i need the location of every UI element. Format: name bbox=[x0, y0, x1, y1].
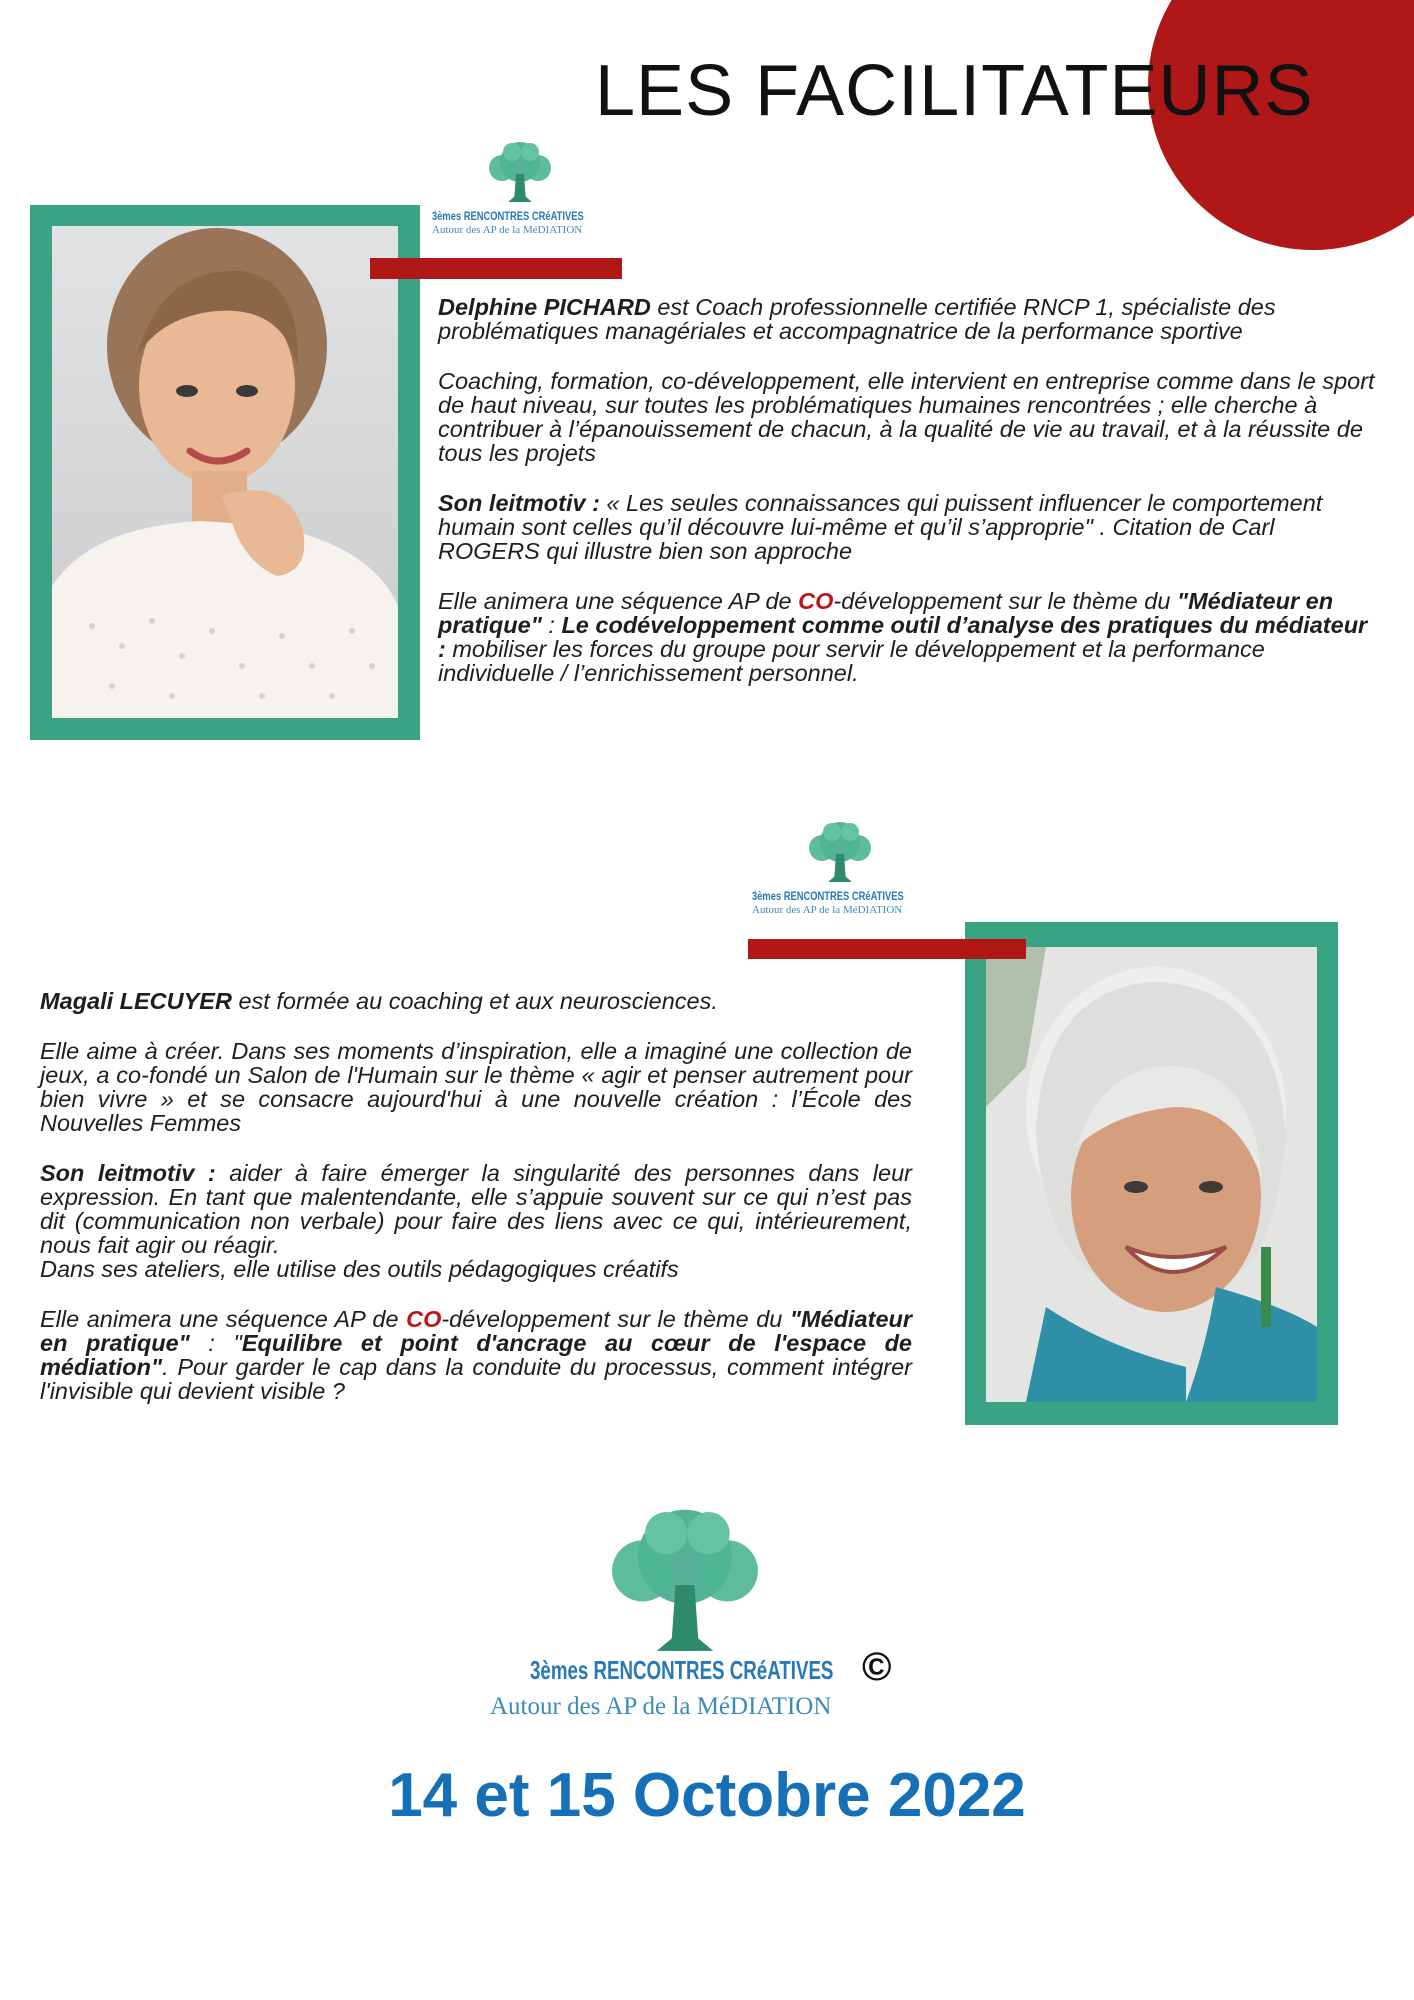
co-highlight: CO bbox=[798, 588, 834, 614]
event-date: 14 et 15 Octobre 2022 bbox=[388, 1761, 1026, 1830]
leitmotiv-label: Son leitmotiv : bbox=[40, 1160, 216, 1186]
bio-delphine bbox=[438, 295, 1378, 711]
photo-magali bbox=[986, 947, 1317, 1402]
bio-text: est formée au coaching et aux neurosciences. bbox=[231, 988, 718, 1014]
red-accent-bar-2 bbox=[748, 939, 1026, 959]
tree-icon bbox=[802, 820, 878, 888]
bio-paragraph: Elle aime à créer. Dans ses moments d’inspiration, elle a imaginé une collection de jeux, a co-fondé un Salon de l'Humain sur le thème « agir et penser autrement pour bien vivre » et se consacre aujourd'hui à une nouvelle création : l’École des Nouvelles Femmes bbox=[40, 1038, 912, 1136]
logo-subtitle: Autour des AP de la MéDIATION bbox=[432, 224, 583, 236]
tree-icon bbox=[595, 1505, 775, 1665]
copyright-symbol: © bbox=[862, 1645, 892, 1689]
leitmotiv-text: « Les seules connaissances qui puissent influencer le comportement humain sont celles qu’il découvre lui-même et qu’il s’approprie" . Citation de Carl ROGERS qui illustre bien son approche bbox=[438, 490, 1323, 564]
photo-delphine bbox=[52, 226, 398, 718]
logo-subtitle: Autour des AP de la MéDIATION bbox=[490, 1693, 832, 1720]
theme-label: "Médiateur en pratique" bbox=[40, 1306, 913, 1356]
bio-magali bbox=[40, 989, 912, 1429]
bio-text: est Coach professionnelle certifiée RNCP 1, spécialiste des problématiques managériales et accompagnatrice de la performance sportive bbox=[438, 294, 1276, 344]
sequence-colon: : " bbox=[189, 1330, 242, 1356]
logo-name: 3èmes RENCONTRES CRéATIVES bbox=[432, 209, 584, 223]
facilitator-name: Delphine PICHARD bbox=[438, 294, 651, 320]
logo-subtitle: Autour des AP de la MéDIATION bbox=[752, 904, 903, 916]
sequence-end: . Pour garder le cap dans la conduite du processus, comment intégrer l'invisible qui devient visible ? bbox=[40, 1354, 912, 1404]
logo-bottom bbox=[480, 1505, 920, 1725]
tree-icon bbox=[482, 140, 558, 208]
theme-label: "Médiateur en pratique" bbox=[438, 588, 1334, 638]
sequence-intro: Elle animera une séquence AP de bbox=[438, 588, 799, 614]
logo-name: 3èmes RENCONTRES CRéATIVES bbox=[752, 889, 904, 903]
leitmotiv-label: Son leitmotiv : bbox=[438, 490, 600, 516]
theme-title: Equilibre et point d'ancrage au cœur de l'espace de médiation" bbox=[40, 1330, 912, 1380]
sequence-colon: : bbox=[541, 612, 562, 638]
red-accent-bar-1 bbox=[370, 258, 622, 279]
theme-title: Le codéveloppement comme outil d’analyse des pratiques du médiateur : bbox=[438, 612, 1368, 662]
logo-name: 3èmes RENCONTRES CRéATIVES bbox=[530, 1655, 834, 1685]
sequence-mid: -développement sur le thème du bbox=[441, 1306, 790, 1332]
bio-paragraph: Coaching, formation, co-développement, elle intervient en entreprise comme dans le sport de haut niveau, sur toutes les problématiques humaines rencontrées ; elle cherche à contribuer à l’épanouissement de chacun, à la qualité de vie au travail, et à la réussite de tous les projets bbox=[438, 368, 1375, 466]
logo-middle bbox=[750, 820, 950, 925]
sequence-end: mobiliser les forces du groupe pour servir le développement et la performance individuelle / l’enrichissement personnel. bbox=[438, 636, 1265, 686]
page-title: LES FACILITATEURS bbox=[595, 51, 1314, 131]
logo-top bbox=[430, 140, 630, 245]
leitmotiv-text: aider à faire émerger la singularité des personnes dans leur expression. En tant que malentendante, elle s’appuie souvent sur ce qui n’est pas dit (communication non verbale) pour faire des liens avec ce qui, intérieurement, nous fait agir ou réagir. bbox=[40, 1160, 912, 1258]
sequence-mid: -développement sur le thème du bbox=[833, 588, 1177, 614]
leitmotiv-text-2: Dans ses ateliers, elle utilise des outils pédagogiques créatifs bbox=[40, 1256, 679, 1282]
co-highlight: CO bbox=[406, 1306, 442, 1332]
sequence-intro: Elle animera une séquence AP de bbox=[40, 1306, 407, 1332]
facilitator-name: Magali LECUYER bbox=[40, 988, 232, 1014]
